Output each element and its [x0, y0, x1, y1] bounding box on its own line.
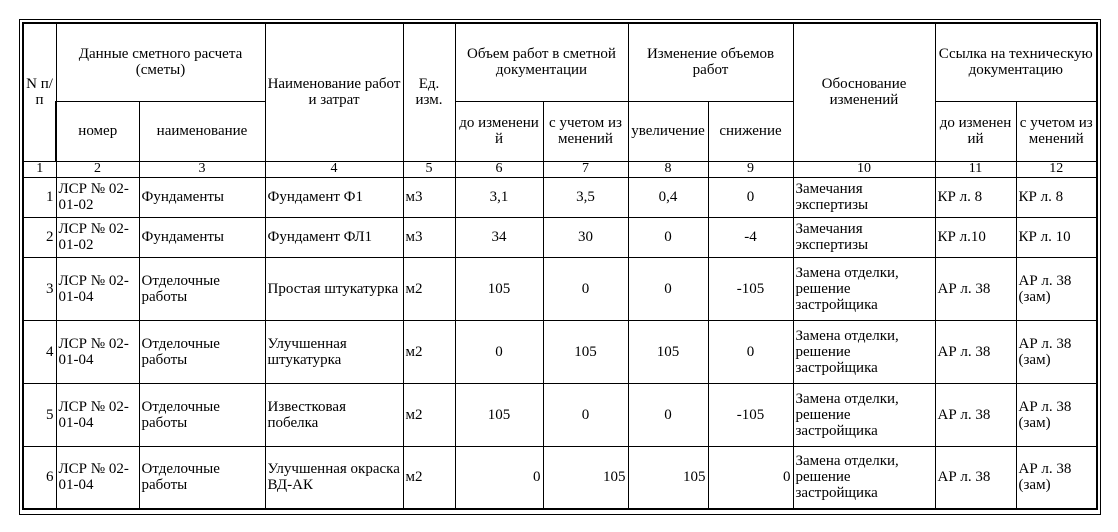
- table-row: [23, 446, 1097, 509]
- row-index: 5: [23, 383, 56, 446]
- estimate-number: ЛСР № 02-01-04: [56, 446, 139, 509]
- increase-value: 0,4: [628, 177, 708, 217]
- column-number: 2: [56, 161, 139, 177]
- volume-before: 34: [455, 217, 543, 257]
- volume-before: 3,1: [455, 177, 543, 217]
- column-number: 4: [265, 161, 403, 177]
- table-row: [23, 257, 1097, 320]
- header-reference-after: с учетом изменений: [1016, 101, 1097, 161]
- header-volume-before: до изменений: [455, 101, 543, 161]
- header-estimate-data: Данные сметного расчета (сметы): [56, 23, 265, 101]
- estimate-name: Отделочные работы: [139, 320, 265, 383]
- change-reason: Замена отделки, решение застройщика: [793, 383, 935, 446]
- header-volume-group: Объем работ в сметной документации: [455, 23, 628, 101]
- estimate-number: ЛСР № 02-01-04: [56, 383, 139, 446]
- reference-after: АР л. 38 (зам): [1016, 383, 1097, 446]
- work-name: Фундамент Ф1: [265, 177, 403, 217]
- table-row: [23, 320, 1097, 383]
- column-number: 6: [455, 161, 543, 177]
- change-reason: Замена отделки, решение застройщика: [793, 446, 935, 509]
- change-reason: Замечания экспертизы: [793, 177, 935, 217]
- column-number: 7: [543, 161, 628, 177]
- volume-before: 0: [455, 446, 543, 509]
- estimate-name: Фундаменты: [139, 217, 265, 257]
- volume-before: 105: [455, 257, 543, 320]
- volume-before: 105: [455, 383, 543, 446]
- change-reason: Замена отделки, решение застройщика: [793, 320, 935, 383]
- reference-after: АР л. 38 (зам): [1016, 257, 1097, 320]
- decrease-value: 0: [708, 177, 793, 217]
- decrease-value: -105: [708, 257, 793, 320]
- column-number: 12: [1016, 161, 1097, 177]
- reference-before: АР л. 38: [935, 257, 1016, 320]
- estimate-change-table: [22, 22, 1098, 510]
- work-name: Улучшенная штукатурка: [265, 320, 403, 383]
- unit: м3: [403, 217, 455, 257]
- reference-before: АР л. 38: [935, 383, 1016, 446]
- estimate-name: Отделочные работы: [139, 446, 265, 509]
- unit: м3: [403, 177, 455, 217]
- estimate-number: ЛСР № 02-01-04: [56, 257, 139, 320]
- header-unit: Ед. изм.: [403, 23, 455, 161]
- work-name: Фундамент ФЛ1: [265, 217, 403, 257]
- decrease-value: 0: [708, 446, 793, 509]
- column-number: 8: [628, 161, 708, 177]
- header-volume-after: с учетом изменений: [543, 101, 628, 161]
- header-row-1: [23, 23, 1097, 101]
- work-name: Простая штукатурка: [265, 257, 403, 320]
- reference-before: АР л. 38: [935, 320, 1016, 383]
- header-reference-before: до изменений: [935, 101, 1016, 161]
- estimate-number: ЛСР № 02-01-02: [56, 177, 139, 217]
- table-row: [23, 383, 1097, 446]
- unit: м2: [403, 320, 455, 383]
- volume-after: 0: [543, 257, 628, 320]
- column-number: 3: [139, 161, 265, 177]
- column-number: 9: [708, 161, 793, 177]
- reference-before: КР л. 8: [935, 177, 1016, 217]
- header-reason: Обоснование изменений: [793, 23, 935, 161]
- volume-after: 105: [543, 320, 628, 383]
- row-index: 1: [23, 177, 56, 217]
- decrease-value: -105: [708, 383, 793, 446]
- header-decrease: снижение: [708, 101, 793, 161]
- increase-value: 0: [628, 383, 708, 446]
- column-number: 10: [793, 161, 935, 177]
- change-reason: Замечания экспертизы: [793, 217, 935, 257]
- header-estimate-name: наименование: [139, 101, 265, 161]
- header-row-number: N п/п: [23, 23, 56, 161]
- row-index: 6: [23, 446, 56, 509]
- volume-after: 105: [543, 446, 628, 509]
- estimate-name: Отделочные работы: [139, 383, 265, 446]
- reference-after: КР л. 8: [1016, 177, 1097, 217]
- table-row: [23, 177, 1097, 217]
- reference-before: КР л.10: [935, 217, 1016, 257]
- table-row: [23, 217, 1097, 257]
- row-index: 2: [23, 217, 56, 257]
- volume-before: 0: [455, 320, 543, 383]
- header-increase: увеличение: [628, 101, 708, 161]
- volume-after: 0: [543, 383, 628, 446]
- reference-after: АР л. 38 (зам): [1016, 446, 1097, 509]
- unit: м2: [403, 383, 455, 446]
- unit: м2: [403, 257, 455, 320]
- header-estimate-number: номер: [56, 101, 139, 161]
- increase-value: 105: [628, 446, 708, 509]
- change-reason: Замена отделки, решение застройщика: [793, 257, 935, 320]
- estimate-name: Отделочные работы: [139, 257, 265, 320]
- decrease-value: -4: [708, 217, 793, 257]
- estimate-number: ЛСР № 02-01-04: [56, 320, 139, 383]
- reference-after: КР л. 10: [1016, 217, 1097, 257]
- column-number: 1: [23, 161, 56, 177]
- work-name: Известковая побелка: [265, 383, 403, 446]
- column-number: 5: [403, 161, 455, 177]
- header-work-name: Наименование работ и затрат: [265, 23, 403, 161]
- increase-value: 0: [628, 217, 708, 257]
- column-number: 11: [935, 161, 1016, 177]
- row-index: 3: [23, 257, 56, 320]
- reference-before: АР л. 38: [935, 446, 1016, 509]
- work-name: Улучшенная окраска ВД-АК: [265, 446, 403, 509]
- column-number-row: [23, 161, 1097, 177]
- header-row-2: [23, 101, 1097, 161]
- volume-after: 30: [543, 217, 628, 257]
- estimate-name: Фундаменты: [139, 177, 265, 217]
- header-change-group: Изменение объемов работ: [628, 23, 793, 101]
- increase-value: 0: [628, 257, 708, 320]
- header-reference-group: Ссылка на техническую документацию: [935, 23, 1097, 101]
- unit: м2: [403, 446, 455, 509]
- decrease-value: 0: [708, 320, 793, 383]
- estimate-number: ЛСР № 02-01-02: [56, 217, 139, 257]
- increase-value: 105: [628, 320, 708, 383]
- reference-after: АР л. 38 (зам): [1016, 320, 1097, 383]
- volume-after: 3,5: [543, 177, 628, 217]
- row-index: 4: [23, 320, 56, 383]
